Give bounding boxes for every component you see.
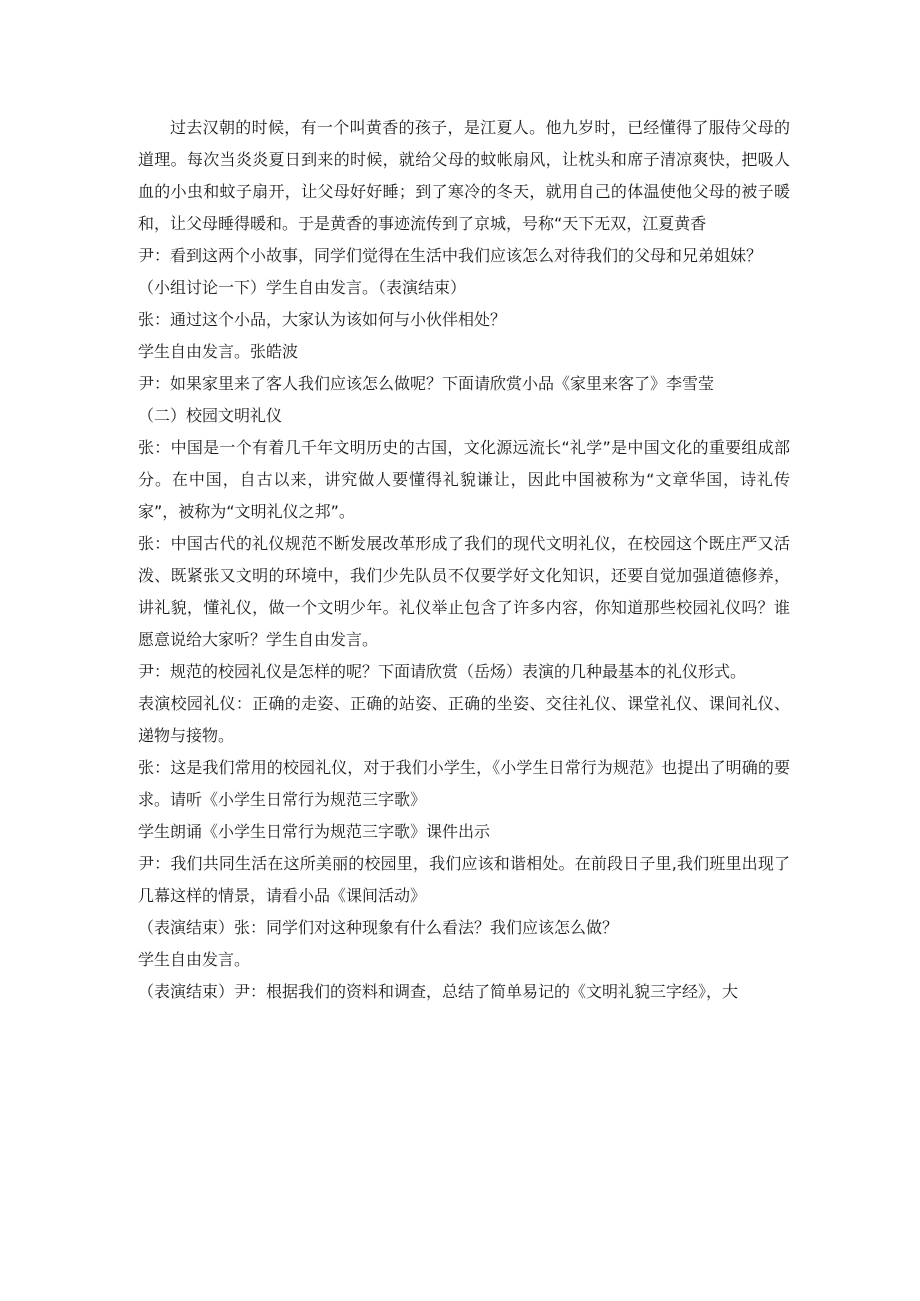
- dialogue-line: 表演校园礼仪：正确的走姿、正确的站姿、正确的坐姿、交往礼仪、课堂礼仪、课间礼仪、递物与接物。: [138, 694, 790, 745]
- dialogue-line: 尹：规范的校园礼仪是怎样的呢？下面请欣赏（岳炀）表演的几种最基本的礼仪形式。: [138, 662, 747, 681]
- dialogue-line: 尹：看到这两个小故事，同学们觉得在生活中我们应该怎么对待我们的父母和兄弟姐妹？: [138, 246, 763, 265]
- dialogue-line: 张：中国古代的礼仪规范不断发展改革形成了我们的现代文明礼仪，在校园这个既庄严又活泼、既紧张又文明的环境中，我们少先队员不仅要学好文化知识，还要自觉加强道德修养，讲礼貌，懂礼仪，做一个文明少年。礼仪举止包含了许多内容，你知道那些校园礼仪吗？谁愿意说给大家听？学生自由发言。: [138, 534, 790, 649]
- dialogue-line: （小组讨论一下）学生自由发言。（表演结束）: [138, 278, 467, 297]
- dialogue-line: 张：通过这个小品，大家认为该如何与小伙伴相处？: [138, 310, 507, 329]
- dialogue-line: 尹：我们共同生活在这所美丽的校园里，我们应该和谐相处。在前段日子里,我们班里出现了几幕这样的情景，请看小品《课间活动》: [138, 854, 790, 905]
- dialogue-line: （表演结束）张：同学们对这种现象有什么看法？我们应该怎么做？: [138, 918, 619, 937]
- dialogue-line: （表演结束）尹：根据我们的资料和调查，总结了简单易记的《文明礼貌三字经》，大: [138, 982, 739, 1001]
- dialogue-line: 学生自由发言。张皓波: [138, 342, 299, 361]
- dialogue-line: 张：中国是一个有着几千年文明历史的古国，文化源远流长“礼学”是中国文化的重要组成部分。在中国，自古以来，讲究做人要懂得礼貌谦让，因此中国被称为“文章华国，诗礼传家”，被称为“文明礼仪之邦”。: [138, 438, 790, 521]
- dialogue-line: 学生朗诵《小学生日常行为规范三字歌》课件出示: [138, 822, 491, 841]
- document-body: [138, 112, 790, 1008]
- dialogue-line: 学生自由发言。: [138, 950, 251, 969]
- dialogue-line: 张：这是我们常用的校园礼仪，对于我们小学生，《小学生日常行为规范》也提出了明确的要求。请听《小学生日常行为规范三字歌》: [138, 758, 790, 809]
- story-paragraph: 过去汉朝的时候，有一个叫黄香的孩子，是江夏人。他九岁时，已经懂得了服侍父母的道理。每次当炎炎夏日到来的时候，就给父母的蚊帐扇风，让枕头和席子清凉爽快，把吸人血的小虫和蚊子扇开，让父母好好睡；到了寒冷的冬天，就用自己的体温使他父母的被子暖和，让父母睡得暖和。于是黄香的事迹流传到了京城，号称“天下无双，江夏黄香: [138, 118, 790, 233]
- section-heading: （二）校园文明礼仪: [138, 406, 283, 425]
- dialogue-line: 尹：如果家里来了客人我们应该怎么做呢？下面请欣赏小品《家里来客了》李雪莹: [138, 374, 715, 393]
